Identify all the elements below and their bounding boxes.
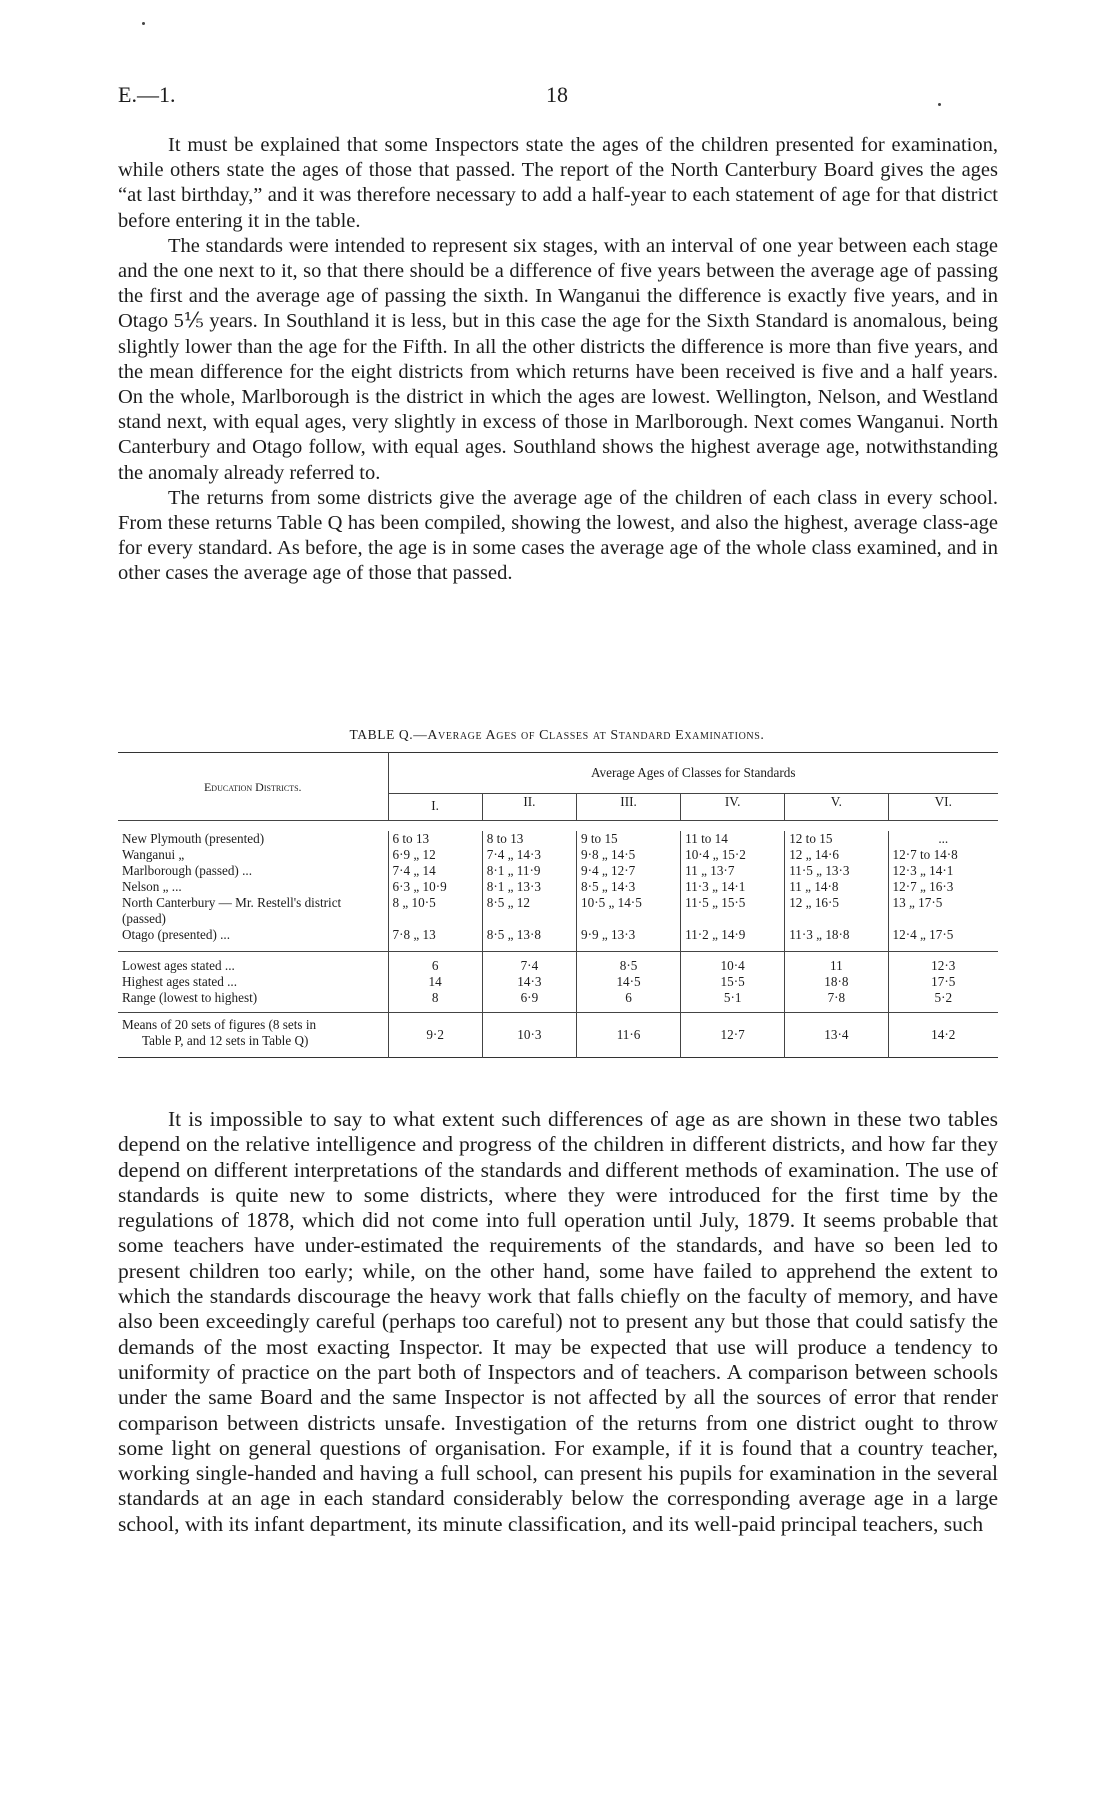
standard-header: III. (577, 794, 681, 821)
age-cell: 7·8 „ 13 (388, 927, 482, 952)
means-value: 9·2 (388, 1013, 482, 1058)
age-cell: 11·2 „ 14·9 (681, 927, 785, 952)
table-row (118, 863, 998, 879)
summary-value: 5·1 (681, 990, 785, 1013)
age-cell: 11·3 „ 14·1 (681, 879, 785, 895)
age-cell: 9·8 „ 14·5 (577, 847, 681, 863)
document-code: E.—1. (118, 82, 176, 107)
district-name: New Plymouth (presented) (122, 831, 265, 846)
table-caption-title: Average Ages of Classes at Standard Examinations. (427, 728, 765, 743)
age-cell: 6 to 13 (388, 831, 482, 847)
summary-label: Highest ages stated ... (122, 974, 237, 989)
means-value: 11·6 (577, 1013, 681, 1058)
paragraph: The standards were intended to represent six stages, with an interval of one year between each stage and the one next to it, so that there should be a difference of five years between the average age of passing the first and the average age of passing the sixth. In Wanganui the difference is exactly five years, and in Otago 5⅕ years. In Southland it is less, but in this case the age for the Sixth Standard is anomalous, being slightly lower than the age for the Fifth. In all the other districts the difference is more than five years, and the mean difference for the eight districts from which returns have been received is five and a half years. On the whole, Marlborough is the district in which the ages are lowest. Wellington, Nelson, and Westland stand next, with equal ages, very slightly in excess of those in Marlborough. Next comes Wanganui. North Canterbury and Otago follow, with equal ages. Southland shows the highest average age, notwithstanding the anomaly already referred to. (118, 234, 998, 484)
age-cell: 8 to 13 (482, 831, 576, 847)
age-cell: 11 „ 13·7 (681, 863, 785, 879)
age-cell: 12·7 to 14·8 (888, 847, 998, 863)
age-cell: 6·9 „ 12 (388, 847, 482, 863)
means-row (118, 1013, 998, 1058)
table-row (118, 879, 998, 895)
age-cell: 8·5 „ 12 (482, 895, 576, 927)
districts-header: Education Districts. (203, 779, 302, 794)
summary-value: 6 (577, 990, 681, 1013)
age-cell: 12 to 15 (785, 831, 888, 847)
district-name: Otago (presented) ... (122, 927, 231, 942)
age-cell: 8·1 „ 11·9 (482, 863, 576, 879)
age-cell: 11·5 „ 13·3 (785, 863, 888, 879)
standard-header: VI. (888, 794, 998, 821)
summary-row (118, 990, 998, 1013)
means-value: 10·3 (482, 1013, 576, 1058)
age-cell: 8 „ 10·5 (388, 895, 482, 927)
summary-value: 6 (388, 952, 482, 975)
age-cell: 12 „ 16·5 (785, 895, 888, 927)
age-cell: 8·1 „ 13·3 (482, 879, 576, 895)
table-row (118, 847, 998, 863)
summary-value: 14·3 (482, 974, 576, 990)
summary-label: Range (lowest to highest) (122, 990, 258, 1005)
paragraph: It must be explained that some Inspectors state the ages of the children presented for examination, while others state the ages of those that passed. The report of the North Canterbury Board gives the ages “at last birthday,” and it was therefore necessary to add a half-year to each statement of age for that district before entering it in the table. (118, 134, 998, 232)
average-ages-table (118, 752, 998, 1058)
age-cell: 9·4 „ 12·7 (577, 863, 681, 879)
age-cell: 11·3 „ 18·8 (785, 927, 888, 952)
summary-value: 10·4 (681, 952, 785, 975)
summary-value: 7·8 (785, 990, 888, 1013)
intro-text (118, 133, 998, 587)
spacer-row (118, 821, 998, 832)
summary-value: 18·8 (785, 974, 888, 990)
age-cell: 7·4 „ 14 (388, 863, 482, 879)
summary-value: 17·5 (888, 974, 998, 990)
page-number: 18 (546, 82, 568, 107)
table-caption-prefix: TABLE Q.— (349, 727, 428, 742)
table-row (118, 831, 998, 847)
age-cell: 12·4 „ 17·5 (888, 927, 998, 952)
district-name: North Canterbury — Mr. Restell's district (passed) (122, 895, 342, 926)
standard-header: V. (785, 794, 888, 821)
means-value: 13·4 (785, 1013, 888, 1058)
speck-mark (142, 22, 145, 25)
paragraph: It is impossible to say to what extent such differences of age as are shown in these two tables depend on the relative intelligence and progress of the children in different districts, and how far they depend on different interpretations of the standards and different methods of examination. The use of standards is quite new to some districts, where they were introduced for the first time by the regulations of 1878, which did not come into full operation until July, 1879. It seems probable that some teachers have under-estimated the requirements of the standards, and have so been led to present children too early; while, on the other hand, some have failed to apprehend the extent to which the standards discourage the heavy work that falls chiefly on the faculty of memory, and have also been exceedingly careful (perhaps too careful) not to present any but those that could satisfy the demands of the most exacting Inspector. It may be expected that use will produce a tendency to uniformity of practice on the part both of Inspectors and of teachers. A comparison between schools under the same Board and the same Inspector is not affected by all the sources of error that render comparison between districts unsafe. Investigation of the returns from one district ought to throw some light on general questions of organisation. For example, if it is found that a country teacher, working single-handed and having a full school, can present his pupils for examination in the several standards at an age in each standard considerably below the corresponding average age in a large school, with its infant department, its minute classification, and its well-paid principal teachers, such (118, 1107, 998, 1536)
paragraph: The returns from some districts give the average age of the children of each class in every school. From these returns Table Q has been compiled, showing the lowest, and also the highest, average class-age for every standard. As before, the age is in some cases the average age of the whole class examined, and in other cases the average age of those that passed. (118, 486, 998, 585)
table-caption (0, 727, 1114, 744)
age-cell: 11 „ 14·8 (785, 879, 888, 895)
age-cell: 11·5 „ 15·5 (681, 895, 785, 927)
means-label-line: Table P, and 12 sets in Table Q) (142, 1033, 309, 1048)
table-header-row (118, 753, 998, 794)
age-cell: 10·5 „ 14·5 (577, 895, 681, 927)
age-cell: 8·5 „ 14·3 (577, 879, 681, 895)
summary-value: 8 (388, 990, 482, 1013)
age-cell: 13 „ 17·5 (888, 895, 998, 927)
standard-header: I. (388, 794, 482, 821)
summary-row (118, 952, 998, 975)
summary-label: Lowest ages stated ... (122, 958, 235, 973)
means-value: 12·7 (681, 1013, 785, 1058)
summary-value: 11 (785, 952, 888, 975)
means-value: 14·2 (888, 1013, 998, 1058)
age-cell: 7·4 „ 14·3 (482, 847, 576, 863)
age-cell: 9·9 „ 13·3 (577, 927, 681, 952)
summary-value: 12·3 (888, 952, 998, 975)
age-cell: 12·7 „ 16·3 (888, 879, 998, 895)
age-cell: 10·4 „ 15·2 (681, 847, 785, 863)
group-header: Average Ages of Classes for Standards (388, 753, 998, 794)
age-cell: 12·3 „ 14·1 (888, 863, 998, 879)
summary-value: 8·5 (577, 952, 681, 975)
table-row (118, 927, 998, 952)
summary-value: 6·9 (482, 990, 576, 1013)
age-cell: 8·5 „ 13·8 (482, 927, 576, 952)
age-cell: 9 to 15 (577, 831, 681, 847)
summary-value: 15·5 (681, 974, 785, 990)
discussion-text (118, 1107, 998, 1537)
summary-row (118, 974, 998, 990)
age-cell: 11 to 14 (681, 831, 785, 847)
standard-header: II. (482, 794, 576, 821)
summary-value: 14·5 (577, 974, 681, 990)
district-name: Marlborough (passed) ... (122, 863, 253, 878)
district-name: Nelson „ ... (122, 879, 182, 894)
age-cell: 12 „ 14·6 (785, 847, 888, 863)
age-cell: 6·3 „ 10·9 (388, 879, 482, 895)
district-name: Wanganui „ (122, 847, 185, 862)
summary-value: 14 (388, 974, 482, 990)
means-label (118, 1013, 388, 1058)
table-row (118, 895, 998, 927)
summary-value: 7·4 (482, 952, 576, 975)
standard-header: IV. (681, 794, 785, 821)
summary-value: 5·2 (888, 990, 998, 1013)
means-label-line: Means of 20 sets of figures (8 sets in (122, 1017, 317, 1032)
age-cell: ... (888, 831, 998, 847)
